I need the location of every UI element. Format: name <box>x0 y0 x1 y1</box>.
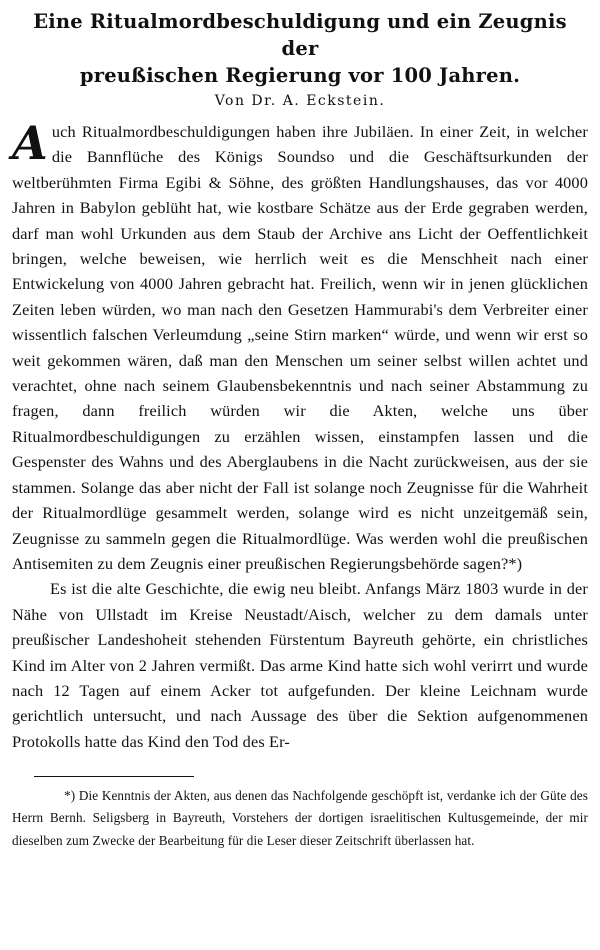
footnote-divider <box>34 776 194 777</box>
author-line: Von Dr. A. Eckstein. <box>214 93 386 109</box>
footnote: *) Die Kenntnis der Akten, aus denen das Nachfolgende geschöpft ist, verdanke ich der Güte des Herrn Bernh. Seligsberg in Bayreuth, Vorstehers der dortigen israelitischen Kultusgemeinde, der mir dieselben zum Zwecke der Bearbeitung für die Leser dieser Zeitschrift überlassen hat. <box>12 788 588 848</box>
paragraph-2: Es ist die alte Geschichte, die ewig neu bleibt. Anfangs März 1803 wurde in der Nähe von Ullstadt im Kreise Neustadt/Aisch, welcher zu dem damals unter preußischer Landeshoheit stehenden Fürstentum Bayreuth gehörte, ein christliches Kind im Alter von 2 Jahren vermißt. Das arme Kind hatte sich wohl verirrt und wurde nach 12 Tagen auf einem Acker tot aufgefunden. Der kleine Leichnam wurde gerichtlich untersucht, und nach Aussage des über die Sektion aufgenommenen Protokolls hatte das Kind den Tod des Er- <box>12 579 588 751</box>
title-line-1: Eine Ritualmordbeschuldigung und ein Zeugnis der <box>33 10 567 60</box>
paragraph-1-text: uch Ritualmordbeschuldigungen haben ihre Jubiläen. In einer Zeit, in welcher die Bannflüche des Königs Soundso und die Geschäftsurkunden der weltberühmten Firma Egibi & Söhne, des größten Handlungshauses, das vor 4000 Jahren in Babylon geblüht hat, wie kostbare Schätze aus der Erde gegraben werden, darf man wohl Urkunden aus dem Staub der Archive ans Licht der Oeffentlichkeit bringen, welche beweisen, wie herrlich weit es die Menschheit nach einer Entwickelung von 4000 Jahren gebracht hat. Freilich, wenn wir in jenen glücklichen Zeiten leben würden, wo man nach den Gesetzen Hammurabi's dem Verbreiter einer wissentlich falschen Verleumdung „seine Stirn marken“ würde, und wenn wir erst so weit gekommen wären, daß man den Menschen um seiner selbst willen achtet und verachtet, ohne nach seinem Glaubensbekenntnis und nach seiner Abstammung zu fragen, dann freilich würden wir die Akten, welche uns über Ritualmordbeschuldigungen zu erzählen wissen, einstampfen lassen und die Gespenster des Wahns und des Aberglaubens in die Nacht zurückweisen, aus der sie stammen. Solange das aber nicht der Fall ist solange noch Zeugnisse für die Wahrheit der Ritualmordlüge gesammelt werden, solange wird es nicht unzeitgemäß sein, Zeugnisse zu sammeln gegen die Ritualmordlüge. Was werden wohl die preußischen Antisemiten zu dem Zeugnis einer preußischen Regierungsbehörde sagen?*) <box>12 122 588 573</box>
drop-cap: A <box>12 116 48 170</box>
paragraph-1 <box>12 116 588 576</box>
title-line-2: preußischen Regierung vor 100 Jahren. <box>79 64 521 87</box>
article-title <box>12 8 588 89</box>
